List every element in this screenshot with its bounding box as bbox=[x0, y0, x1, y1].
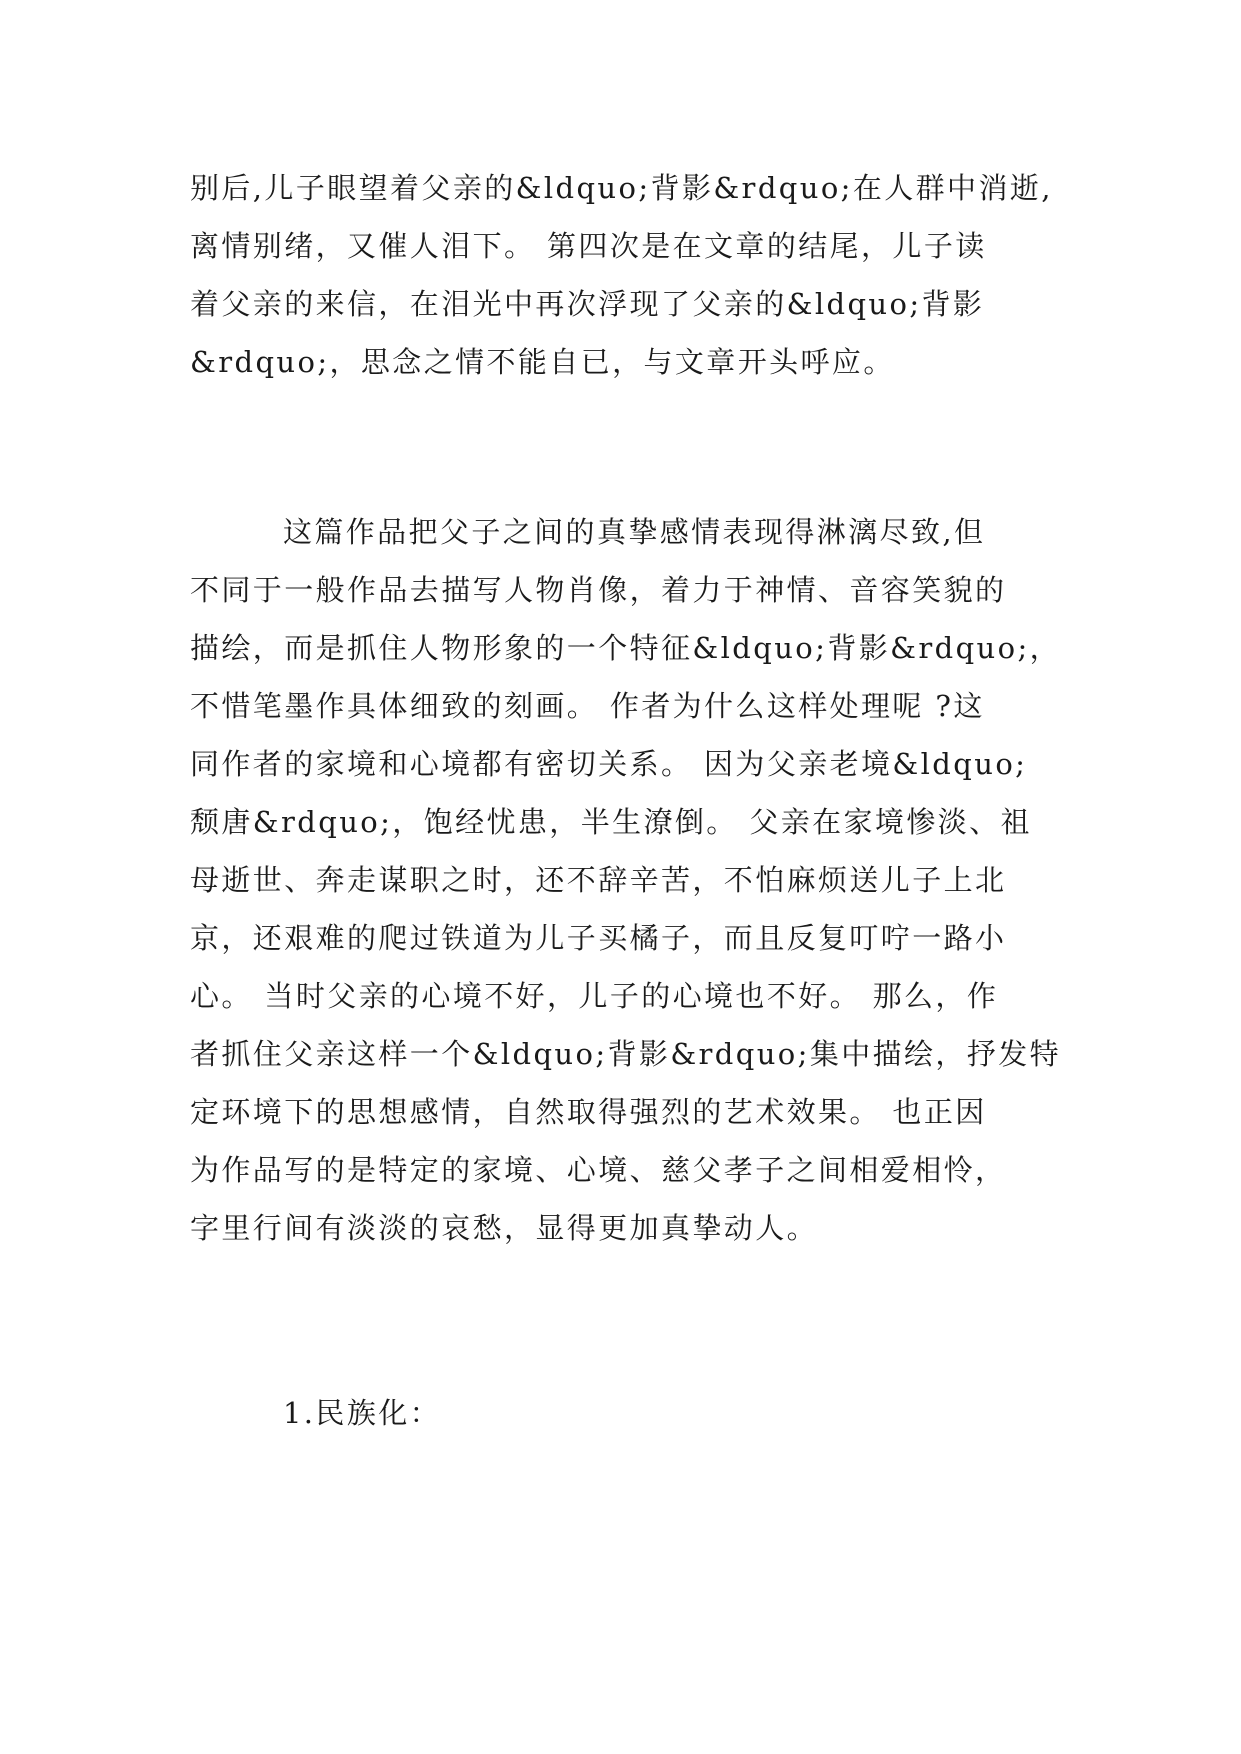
text-line: 别后,儿子眼望着父亲的&ldquo;背影&rdquo;在人群中消逝, bbox=[190, 171, 1053, 205]
heading-line: 1.民族化： bbox=[190, 1396, 442, 1430]
text-line: 不惜笔墨作具体细致的刻画。 作者为什么这样处理呢 ?这 bbox=[190, 689, 985, 723]
text-line: 母逝世、奔走谋职之时，还不辞辛苦，不怕麻烦送儿子上北 bbox=[190, 863, 1007, 897]
text-line: 字里行间有淡淡的哀愁，显得更加真挚动人。 bbox=[190, 1211, 819, 1245]
text-line: 为作品写的是特定的家境、心境、慈父孝子之间相爱相怜， bbox=[190, 1153, 1007, 1187]
text-line: 描绘，而是抓住人物形象的一个特征&ldquo;背影&rdquo;， bbox=[190, 631, 1062, 665]
text-line: 着父亲的来信，在泪光中再次浮现了父亲的&ldquo;背影 bbox=[190, 287, 985, 321]
text-line: 者抓住父亲这样一个&ldquo;背影&rdquo;集中描绘，抒发特 bbox=[190, 1037, 1062, 1071]
text-line: 颓唐&rdquo;，饱经忧患，半生潦倒。 父亲在家境惨淡、祖 bbox=[190, 805, 1032, 839]
section-heading-minzuhua bbox=[190, 1384, 1070, 1442]
text-line: 离情别绪，又催人泪下。 第四次是在文章的结尾，儿子读 bbox=[190, 229, 987, 263]
text-line: 不同于一般作品去描写人物肖像，着力于神情、音容笑貌的 bbox=[190, 573, 1007, 607]
paragraph-1 bbox=[190, 159, 1070, 391]
text-line: 心。 当时父亲的心境不好，儿子的心境也不好。 那么，作 bbox=[190, 979, 999, 1013]
text-line: &rdquo;，思念之情不能自已，与文章开头呼应。 bbox=[190, 345, 895, 379]
text-line: 定环境下的思想感情，自然取得强烈的艺术效果。 也正因 bbox=[190, 1095, 987, 1129]
text-line: 这篇作品把父子之间的真挚感情表现得淋漓尽致,但 bbox=[190, 515, 986, 549]
text-line: 京，还艰难的爬过铁道为儿子买橘子，而且反复叮咛一路小 bbox=[190, 921, 1007, 955]
paragraph-2 bbox=[190, 503, 1070, 1257]
text-line: 同作者的家境和心境都有密切关系。 因为父亲老境&ldquo; bbox=[190, 747, 1028, 781]
